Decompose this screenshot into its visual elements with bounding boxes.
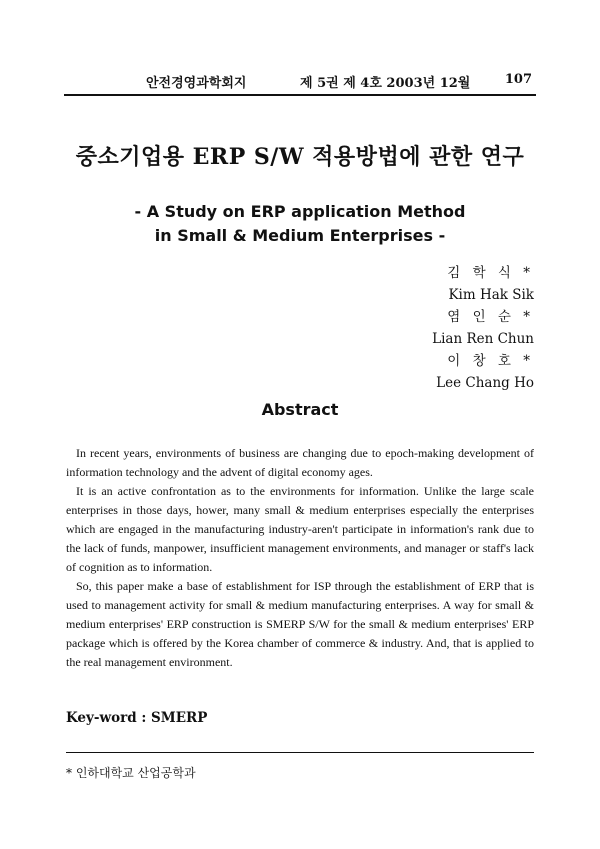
issue-info: 제 5권 제 4호 2003년 12월 [300, 76, 471, 91]
author-list [432, 262, 534, 394]
abstract-paragraph-2: It is an active confrontation as to the environments for information. Unlike the large scale enterprises in those days, hower, many small & medium enterprises especially the enterprises which are engaged in the manufacturing industry-aren't participate in information's rank due to the lack of funds, manpower, insufficient management environments, and manager or staff's lack of cognition as to information. [66, 484, 534, 574]
author-2-english: Lian Ren Chun [432, 331, 534, 347]
footnote-rule [66, 752, 534, 753]
english-title-line-2: in Small & Medium Enterprises - [154, 226, 446, 245]
abstract-paragraph-1: In recent years, environments of business are changing due to epoch-making development of information technology and the advent of digital economy ages. [66, 446, 534, 479]
abstract-paragraph-3: So, this paper make a base of establishment for ISP through the establishment of ERP that is used to management activity for small & medium manufacturing enterprises. A way for small & medium enterprises' ERP construction is SMERP S/W for the small & medium enterprises' ERP package which is offered by the Korea chamber of commerce & industry. And, that is applied to the real management environment. [66, 579, 534, 669]
korean-title: 중소기업용 ERP S/W 적용방법에 관한 연구 [75, 144, 525, 170]
header-rule [64, 94, 536, 96]
abstract-body [66, 444, 534, 672]
author-3-english: Lee Chang Ho [436, 375, 534, 391]
english-title-line-1: - A Study on ERP application Method [134, 202, 466, 221]
author-1-english: Kim Hak Sik [448, 287, 534, 303]
journal-name: 안전경영과학회지 [146, 76, 247, 91]
page-number: 107 [504, 72, 532, 87]
abstract-heading: Abstract [261, 400, 339, 419]
author-3-korean: 이 창 호 * [447, 353, 534, 369]
english-title [0, 200, 600, 248]
running-header [64, 68, 536, 92]
keywords: Key-word : SMERP [66, 710, 208, 726]
author-1-korean: 김 학 식 * [447, 265, 534, 281]
affiliation-footnote: * 인하대학교 산업공학과 [66, 766, 196, 780]
author-2-korean: 염 인 순 * [447, 309, 534, 325]
